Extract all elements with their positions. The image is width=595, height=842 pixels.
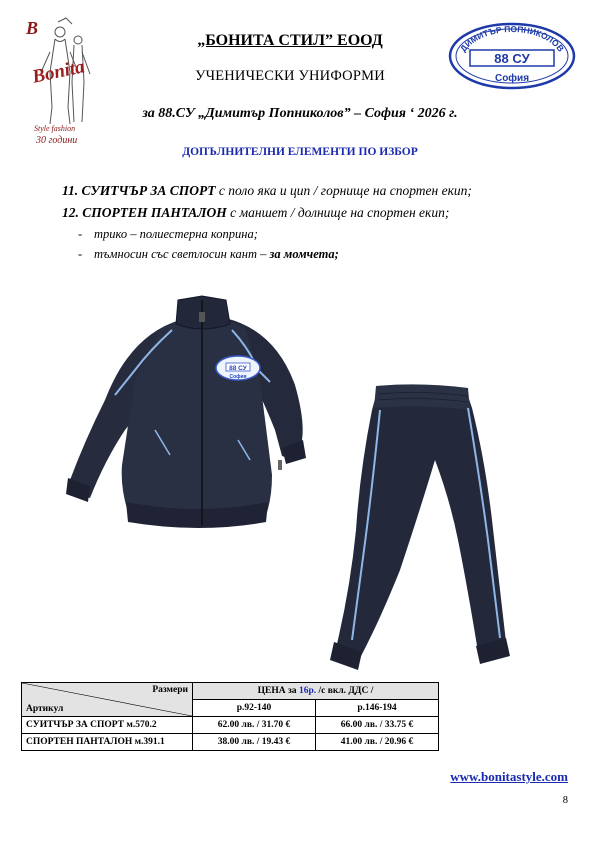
item-11-name: СУИТЧЪР ЗА СПОРТ xyxy=(81,183,216,198)
row-1-price-2: 66.00 лв. / 33.75 € xyxy=(316,717,439,734)
tracksuit-illustration xyxy=(60,290,530,680)
table-row xyxy=(22,717,439,734)
logo-years: 30 години xyxy=(36,135,78,146)
sizes-label: Размери xyxy=(152,685,188,695)
price-header xyxy=(193,683,439,700)
bullet-dash: - xyxy=(78,227,83,241)
row-2-price-2: 41.00 лв. / 20.96 € xyxy=(316,734,439,751)
bonita-logo xyxy=(22,12,102,147)
price-table xyxy=(21,682,439,751)
bullet-color-text: тъмносин със светлосин кант – xyxy=(94,247,270,261)
table-row xyxy=(22,734,439,751)
row-2-price-1: 38.00 лв. / 19.43 € xyxy=(193,734,316,751)
tracksuit-photo xyxy=(60,290,530,680)
optional-elements-heading: ДОПЪЛНИТЕЛНИ ЕЛЕМЕНТИ ПО ИЗБОР xyxy=(182,146,418,158)
item-12 xyxy=(62,205,449,221)
item-11-description: с поло яка и цип / горнище на спортен екип; xyxy=(215,183,472,198)
school-logo-graphic xyxy=(448,22,576,90)
document-subtitle: УЧЕНИЧЕСКИ УНИФОРМИ xyxy=(195,68,385,84)
school-line: за 88.СУ „Димитър Попниколов” – София ‘ 2026 г. xyxy=(142,106,458,121)
website-link[interactable]: www.bonitastyle.com xyxy=(450,769,568,784)
jacket-image xyxy=(66,296,306,528)
item-11 xyxy=(62,183,472,199)
school-logo xyxy=(448,22,576,90)
badge-bottom-text: София xyxy=(229,374,247,380)
company-name: „БОНИТА СТИЛ” ЕООД xyxy=(197,32,383,49)
page-number: 8 xyxy=(562,795,568,806)
size-col-1: р.92-140 xyxy=(193,700,316,717)
price-header-prefix: ЦЕНА за xyxy=(257,686,299,696)
bullet-fabric xyxy=(78,227,258,242)
school-logo-center: 88 СУ xyxy=(494,51,530,66)
bullet-color xyxy=(78,247,339,262)
logo-tagline: Style fashion xyxy=(34,124,76,133)
table-header-corner xyxy=(22,683,193,717)
price-header-suffix: /с вкл. ДДС / xyxy=(316,686,374,696)
row-1-price-1: 62.00 лв. / 31.70 € xyxy=(193,717,316,734)
pants-image xyxy=(330,384,510,670)
item-12-name: СПОРТЕН ПАНТАЛОН xyxy=(82,205,227,220)
price-header-qty: 16р. xyxy=(298,686,317,696)
row-1-name: СУИТЧЪР ЗА СПОРТ м.570.2 xyxy=(22,717,193,734)
badge-center-text: 88 СУ xyxy=(229,365,247,372)
bullet-fabric-text: трико – полиестерна коприна; xyxy=(94,227,258,241)
item-12-number: 12. xyxy=(62,205,79,220)
school-logo-bottom: София xyxy=(494,73,530,84)
logo-letter: B xyxy=(26,18,39,38)
article-label: Артикул xyxy=(26,704,64,714)
bullet-dash: - xyxy=(78,247,83,261)
bonita-logo-graphic xyxy=(22,12,102,147)
school-logo-arc-text: ДИМИТЪР ПОПНИКОЛОВ xyxy=(457,23,567,54)
bullet-color-bold: за момчета; xyxy=(269,247,339,261)
row-2-name: СПОРТЕН ПАНТАЛОН м.391.1 xyxy=(22,734,193,751)
item-11-number: 11. xyxy=(62,183,79,198)
logo-brand: Bonita xyxy=(30,56,87,88)
size-col-2: р.146-194 xyxy=(316,700,439,717)
item-12-description: с маншет / долнище на спортен екип; xyxy=(226,205,450,220)
